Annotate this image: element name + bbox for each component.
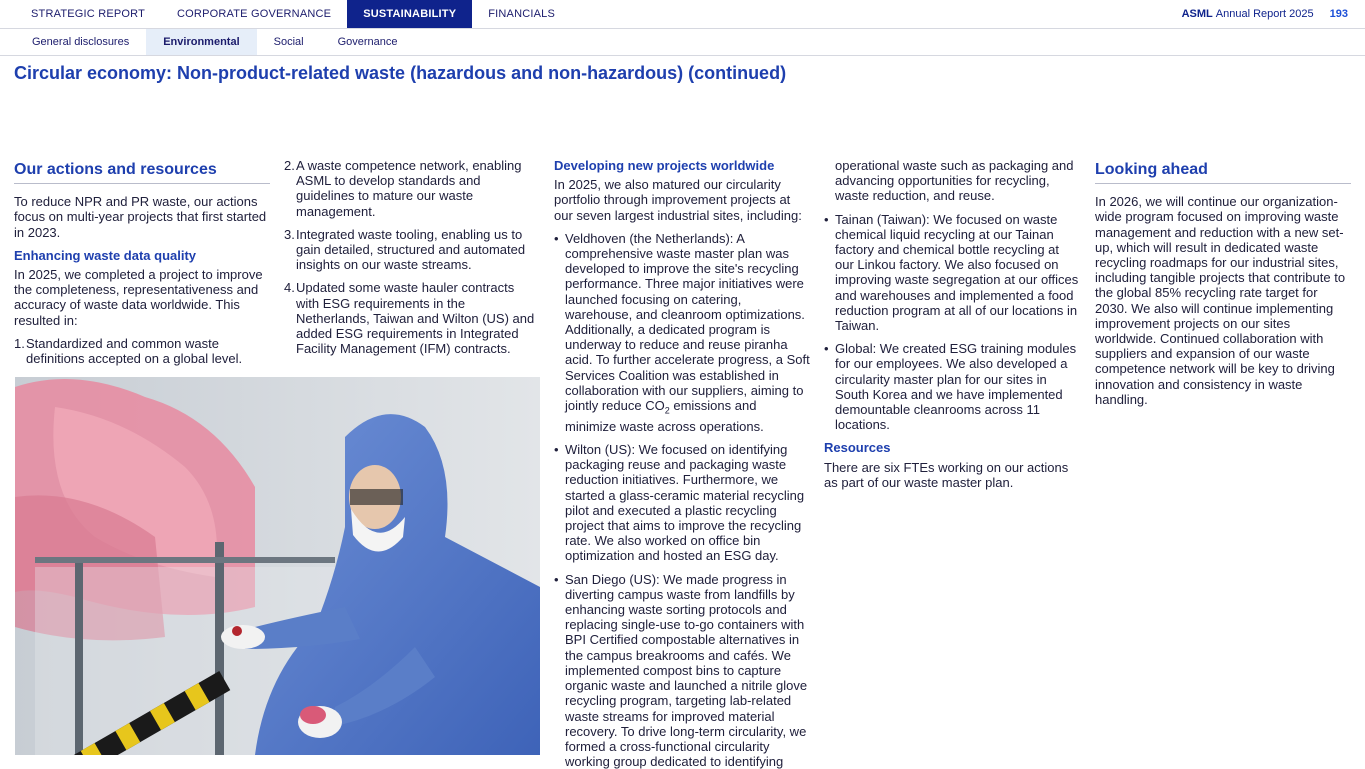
page-title: Circular economy: Non-product-related waste (hazardous and non-hazardous) (continued): [14, 63, 787, 83]
column-new-projects: [554, 158, 810, 769]
subtab-governance[interactable]: Governance: [337, 36, 398, 48]
results-list-continued: [284, 158, 540, 356]
projects-list: [554, 231, 810, 769]
list-item: [14, 336, 270, 366]
heading-waste-data-quality: Enhancing waste data quality: [14, 247, 197, 263]
sub-navigation: [0, 29, 1365, 56]
tab-corporate-governance[interactable]: CORPORATE GOVERNANCE: [177, 8, 332, 20]
new-projects-intro: In 2025, we also matured our circularity portfolio through improvement projects at our seven largest industrial sites, including:: [554, 177, 802, 223]
list-number: 1.: [14, 335, 25, 351]
list-item-text: Updated some waste hauler contracts with ESG requirements in the Netherlands, Taiwan and Wilton (US) and added ESG requirements in Integrated Facility Management (IFM) contracts.: [296, 280, 535, 357]
list-item-text: Integrated waste tooling, enabling us to gain detailed, structured and automated insights on our waste streams.: [296, 226, 526, 273]
looking-ahead-text: In 2026, we will continue our organization-wide program focused on improving waste management and reduction with a new set-up, which will result in dedicated waste recycling roadmaps for our industrial sites, including tangible projects that contribute to the global 85% recycling rate target for 2030. We also will continue implementing improvement projects on our sites worldwide. Continued collaboration with suppliers and expansion of our waste competence network will be key to driving innovation and consistency in waste handling.: [1095, 194, 1346, 407]
bullet: •: [554, 230, 559, 246]
bullet: •: [824, 341, 829, 357]
column-projects-continued: [824, 158, 1080, 498]
continued-text: operational waste such as packaging and advancing opportunities for recycling, waste reduction, and reuse.: [835, 158, 1074, 204]
list-number: 4.: [284, 280, 295, 296]
list-item: [284, 280, 540, 356]
veldhoven-text-end: emissions and minimize waste across operations.: [565, 398, 764, 434]
list-number: 2.: [284, 158, 295, 173]
brand-name: ASML: [1181, 8, 1213, 20]
column-actions-resources: [14, 158, 270, 374]
list-item: [554, 231, 810, 434]
page-number: 193: [1329, 8, 1348, 20]
list-item-text: [565, 231, 810, 434]
resources-text: There are six FTEs working on our actions as part of our waste master plan.: [824, 459, 1069, 490]
list-item-text: Global: We created ESG training modules for our employees. We also developed a circularity master plan for our sites in South Korea and we have implemented demountable cleanrooms across 11 locations.: [835, 341, 1077, 433]
list-item: [824, 212, 1080, 334]
column-results-continued: [284, 158, 540, 364]
list-item: [554, 442, 810, 564]
subtab-general-disclosures[interactable]: General disclosures: [32, 36, 130, 48]
subtab-social[interactable]: Social: [273, 36, 304, 48]
actions-intro: To reduce NPR and PR waste, our actions focus on multi-year projects that first started in 2023.: [14, 194, 267, 240]
tab-sustainability[interactable]: SUSTAINABILITY: [347, 0, 472, 28]
list-item: [824, 341, 1080, 432]
waste-data-text: In 2025, we completed a project to improve the completeness, representativeness and accuracy of waste data worldwide. This resulted in:: [14, 267, 263, 328]
heading-our-actions: Our actions and resources: [14, 162, 270, 184]
bullet: •: [554, 571, 559, 587]
list-item-text: A waste competence network, enabling ASML to develop standards and guidelines to mature our waste management.: [296, 158, 522, 219]
bullet: •: [554, 442, 559, 458]
results-list: [14, 336, 270, 366]
heading-looking-ahead: Looking ahead: [1095, 162, 1351, 184]
list-item-text: Standardized and common waste definitions accepted on a global level.: [26, 335, 243, 367]
bullet: •: [824, 211, 829, 227]
co2-subscript: 2: [664, 405, 670, 416]
column-looking-ahead: [1095, 158, 1351, 415]
list-item-text: Tainan (Taiwan): We focused on waste chemical liquid recycling at our Tainan factory and chemical bottle recycling at our Linkou factory. We also focused on improving waste segregation at our offices and warehouses and implemented a food reduction program at all of our locations in Taiwan.: [835, 211, 1079, 334]
subtab-environmental[interactable]: Environmental: [146, 29, 256, 55]
heading-new-projects: Developing new projects worldwide: [554, 158, 775, 173]
top-navigation: [0, 0, 1365, 29]
cleanroom-illustration: [15, 377, 540, 755]
heading-resources: Resources: [824, 440, 891, 456]
list-item: [284, 227, 540, 273]
projects-list-continued: [824, 212, 1080, 433]
list-item: [554, 572, 810, 769]
list-item-text: San Diego (US): We made progress in diverting campus waste from landfills by enhancing waste sorting protocols and replacing single-use to-go containers with BPI Certified compostable alternatives in the campus breakrooms and cafés. We implemented compost bins to capture organic waste and launched a nitrile glove recycling program, targeting lab-related waste streams for improved material recovery. To drive long-term circularity, we formed a cross-functional circularity working group dedicated to identifying: [565, 571, 808, 769]
cleanroom-photo: [15, 377, 540, 755]
report-header: [1182, 0, 1365, 28]
list-number: 3.: [284, 226, 295, 242]
report-name: Annual Report 2025: [1215, 8, 1314, 20]
tab-strategic-report[interactable]: STRATEGIC REPORT: [31, 8, 146, 20]
tab-financials[interactable]: FINANCIALS: [488, 8, 556, 20]
list-item-text: Wilton (US): We focused on identifying packaging reuse and packaging waste reduction initiatives. Furthermore, we started a glass-ceramic material recycling pilot and executed a plastic recycling project that aims to improve the recycling rate. We also worked on office bin optimization and hosted an ESG day.: [565, 442, 805, 564]
veldhoven-text: Veldhoven (the Netherlands): A comprehensive waste master plan was developed to improve the site's recycling performance. Three major initiatives were launched focusing on catering, warehouse, and cleanroom optimizations. Additionally, a dedicated program is underway to reduce and reuse piranha acid. To further accelerate progress, a Soft Services Coalition was established in collaboration with our suppliers, aiming to jointly reduce CO: [565, 230, 810, 414]
list-item: [284, 158, 540, 219]
